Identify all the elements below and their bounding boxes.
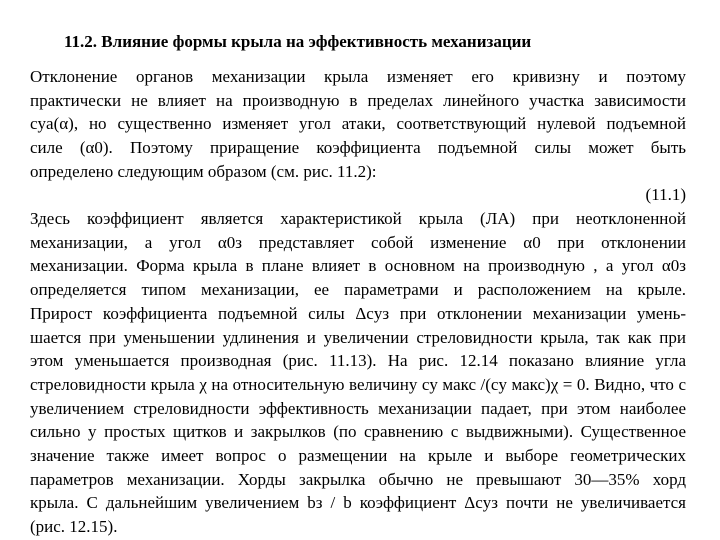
text-line: увеличением стреловидности эффективность механизации падает, при этом наиболее	[30, 398, 686, 418]
equation-number: (11.1)	[645, 185, 686, 205]
text-line: Прирост коэффициента подъемной силы Δcуз при отклонении механизации умень-	[30, 303, 686, 323]
text-line: шается при уменьшении удлинения и увеличении стреловидности крыла, так как при	[30, 327, 686, 347]
text-line: практически не влияет на производную в пределах линейного участка зависимости	[30, 90, 686, 110]
text-line: определено следующим образом (см. рис. 11.2):	[30, 161, 377, 181]
text-line: силе (α0). Поэтому приращение коэффициента подъемной силы может быть	[30, 138, 686, 158]
text-line: крыла. С дальнейшим увеличением bз / b коэффициент Δcуз почти не увеличивается	[30, 493, 686, 513]
text-line: cyа(α), но существенно изменяет угол атаки, соответствующий нулевой подъемной	[30, 114, 686, 134]
text-line: значение также имеет вопрос о размещении на крыле и выборе геометрических	[30, 445, 686, 465]
section-heading: 11.2. Влияние формы крыла на эффективность механизации	[64, 32, 532, 51]
text-line: Отклонение органов механизации крыла изменяет его кривизну и поэтому	[30, 67, 686, 86]
text-line: стреловидности крыла χ на относительную величину cу макс /(cу макс)χ = 0. Видно, что с	[30, 374, 686, 394]
text-line: параметров механизации. Хорды закрылка обычно не превышают 30—35% хорд	[30, 469, 686, 489]
text-line: сильно у простых щитков и закрылков (по сравнению с выдвижными). Существенное	[30, 422, 686, 442]
text-line: механизации. Форма крыла в плане влияет в основном на производную , а угол α0з	[30, 256, 686, 276]
text-line: этом уменьшается производная (рис. 11.13). На рис. 12.14 показано влияние угла	[30, 351, 686, 371]
text-line: определяется типом механизации, ее параметрами и расположением на крыле.	[30, 280, 686, 300]
text-line: (рис. 12.15).	[30, 517, 118, 536]
text-line: механизации, а угол α0з представляет собой изменение α0 при отклонении	[30, 232, 686, 252]
text-line: Здесь коэффициент является характеристикой крыла (ЛА) при неотклоненной	[30, 209, 686, 229]
